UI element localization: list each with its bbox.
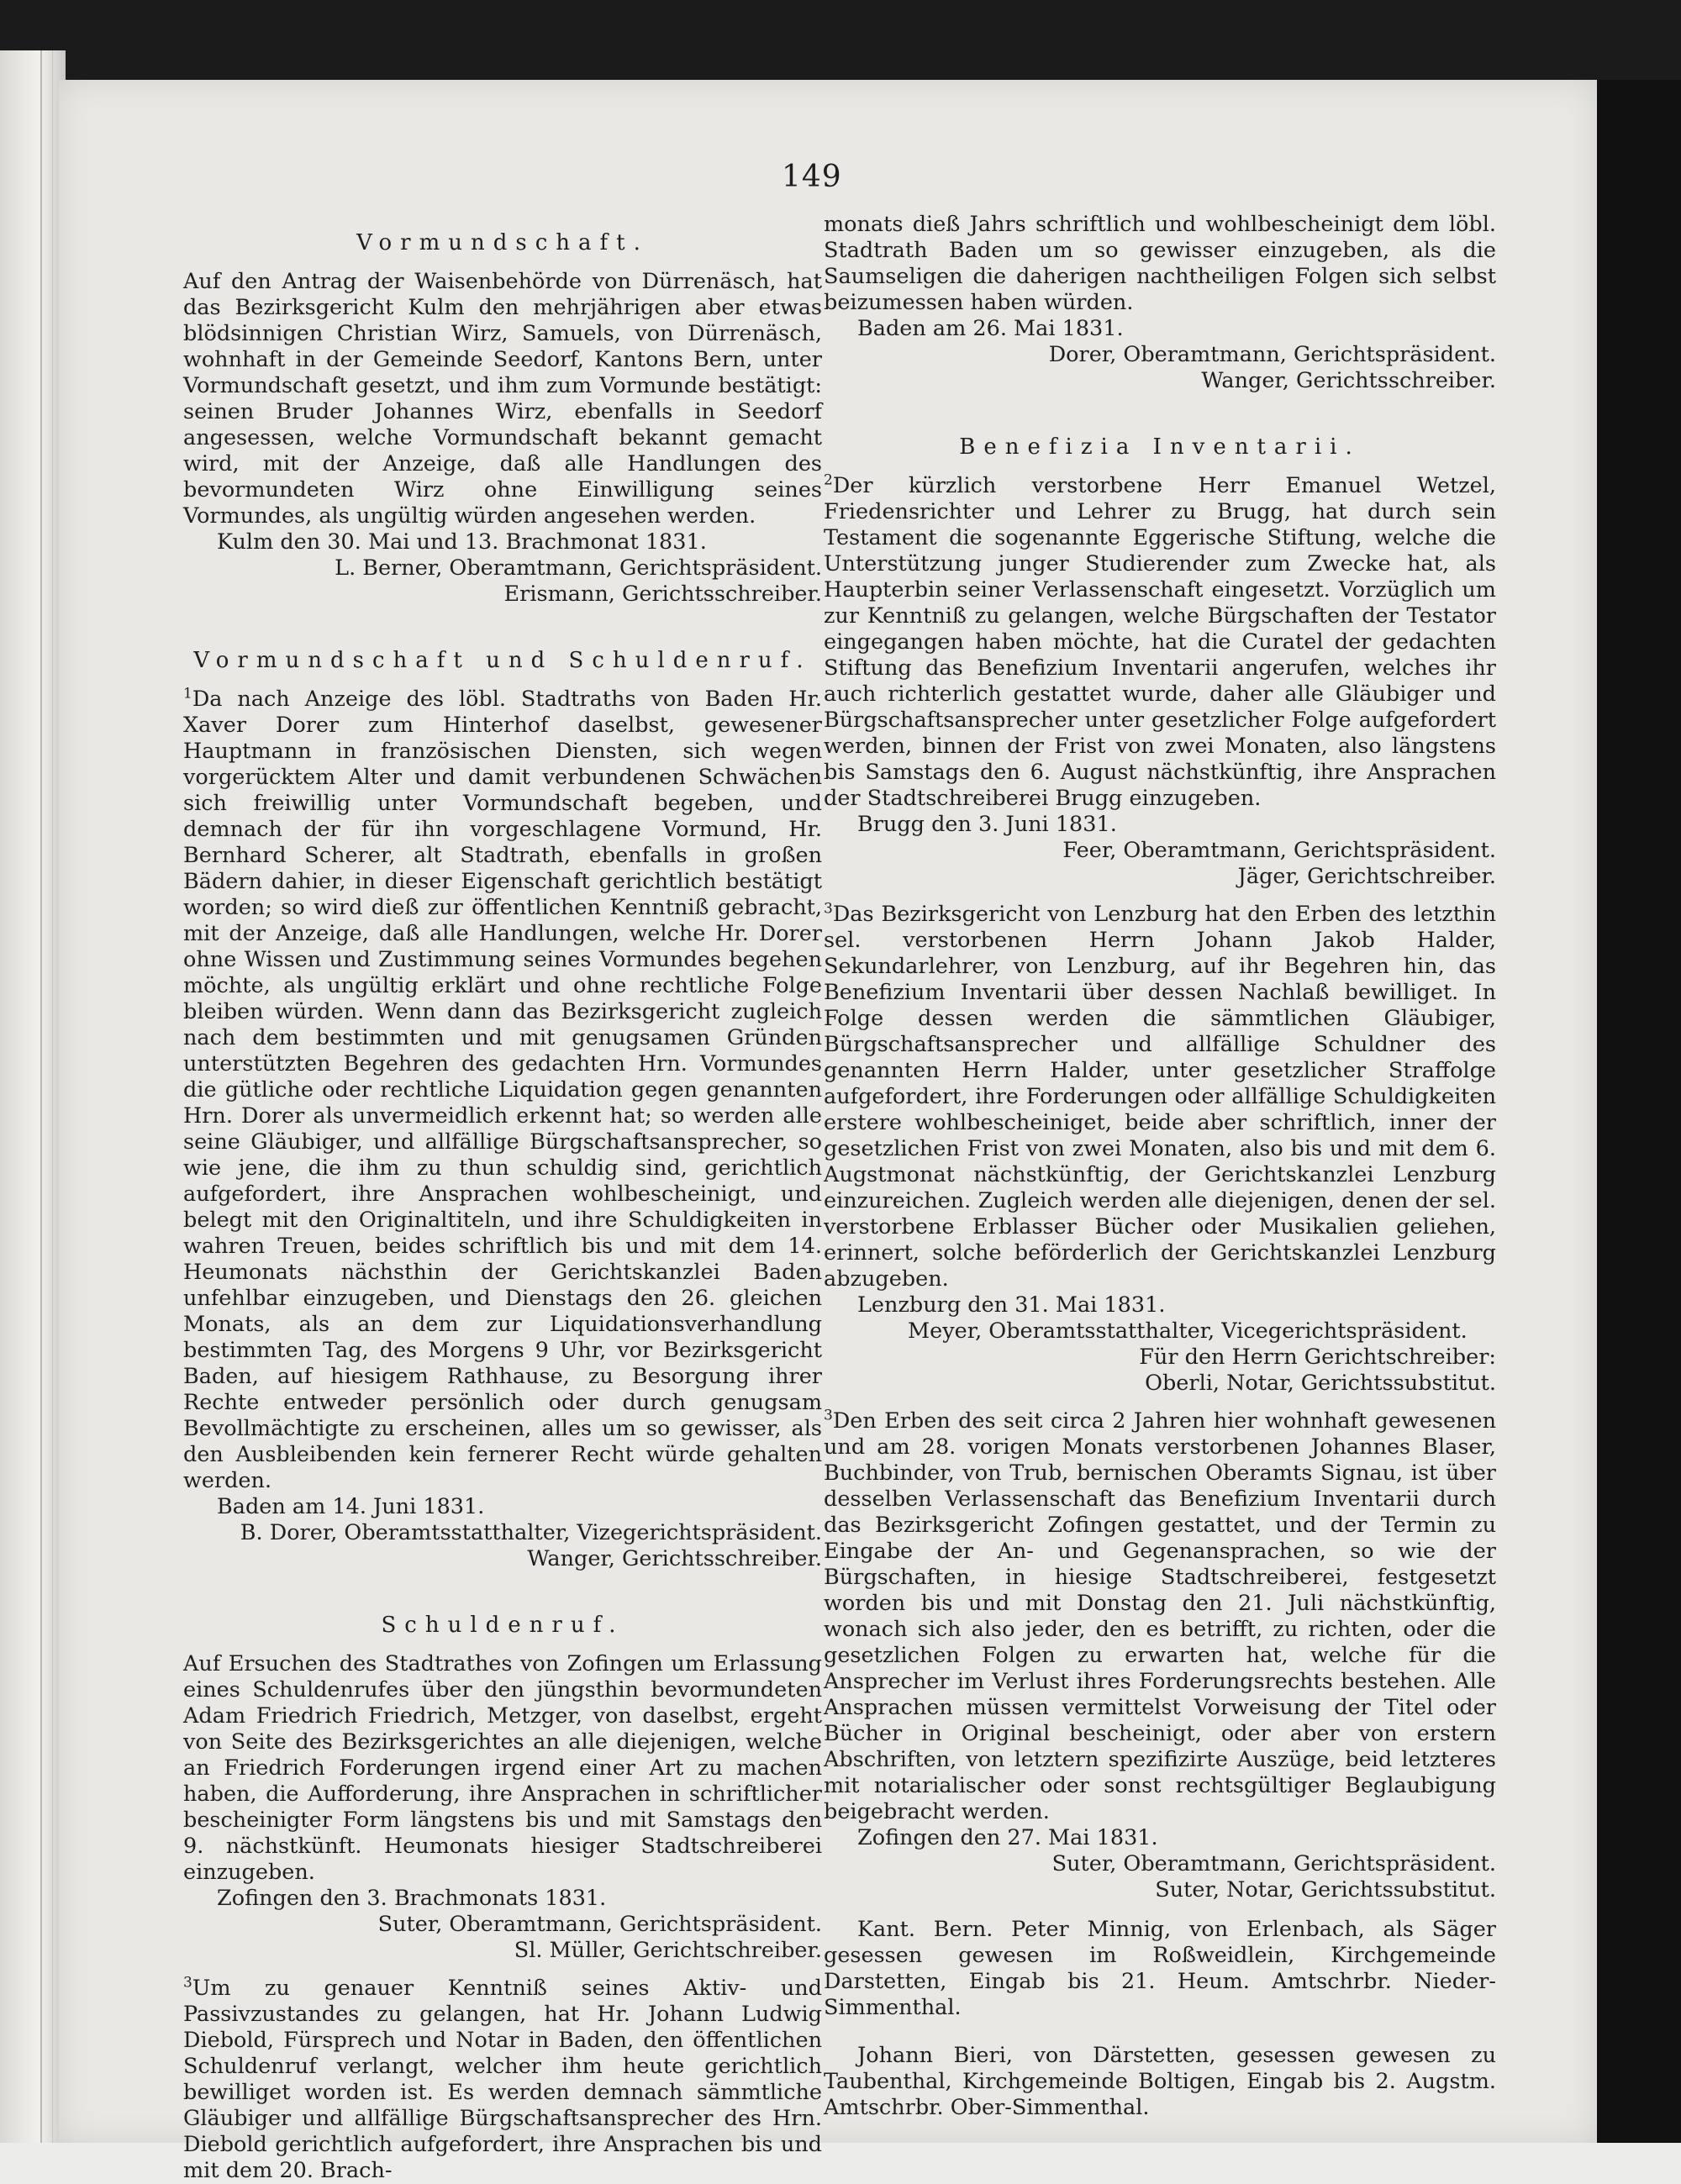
notice-text: Das Bezirksgericht von Lenzburg hat den Erben des letzthin sel. verstorbenen Herrn Johann Jakob Halder, Sekundarlehrer, von Lenzburg, auf ihr Begehren hin, das Benefizium Inventarii über dessen Nachlaß bewilliget. In Folge dessen werden die sämmtlichen Gläubiger, Bürgschaftsansprecher und allfällige Schuldner des genannten Herrn Halder, unter gesetzlicher Straffolge aufgefordert, ihre Forderungen oder allfällige Schuldigkeiten erstere wohlbescheiniget, beide aber schriftlich, inner der gesetzlichen Frist von zwei Monaten, also bis und mit dem 6. Augstmonat nächstkünftig, der Gerichtskanzlei Lenzburg einzureichen. Zugleich werden alle diejenigen, denen der sel. verstorbene Erblasser Bücher oder Musikalien geliehen, erinnert, solche beförderlich der Gerichtskanzlei Lenzburg abzugeben.: [824, 902, 1496, 1292]
signature-line: Suter, Oberamtmann, Gerichtspräsident.: [377, 1912, 822, 1937]
notice-text: Auf den Antrag der Waisenbehörde von Dürrenäsch, hat das Bezirksgericht Kulm den mehrjährigen aber etwas blödsinnigen Christian Wirz, Samuels, von Dürrenäsch, wohnhaft in der Gemeinde Seedorf, Kantons Bern, unter Vormundschaft gesetzt, und ihm zum Vormunde bestätigt: seinen Bruder Johannes Wirz, ebenfalls in Seedorf angesessen, welche Vormundschaft bekannt gemacht wird, mit der Anzeige, daß alle Handlungen des bevormundeten Wirz ohne Einwilligung seines Vormundes, als ungültig würden angesehen werden.: [183, 269, 822, 529]
place-date: Kulm den 30. Mai und 13. Brachmonat 1831.: [217, 529, 707, 555]
right-column: [824, 212, 1496, 2142]
signature-line: Suter, Notar, Gerichtssubstitut.: [1155, 1877, 1496, 1902]
signature-line: Sl. Müller, Gerichtschreiber.: [514, 1938, 822, 1963]
signature-line: Jäger, Gerichtschreiber.: [1237, 864, 1496, 889]
footnote-marker: 3: [183, 1974, 192, 1992]
left-column: [183, 229, 822, 2184]
place-date: Zofingen den 3. Brachmonats 1831.: [217, 1886, 607, 1911]
section-benefizia-inventarii: [824, 433, 1496, 1903]
notice-text: Den Erben des seit circa 2 Jahren hier wohnhaft gewesenen und am 28. vorigen Monats verstorbenen Johannes Blaser, Buchbinder, von Trub, bernischen Oberamts Signau, ist über desselben Verlassenschaft das Benefizium Inventarii durch das Bezirksgericht Zofingen gestattet, und der Termin zu Eingabe der An- und Gegenansprachen, so wie der Bürgschaften, in hiesige Stadtschreiberei, festgesetzt worden bis und mit Donstag den 21. Juli nächstkünftig, wonach sich also jeder, den es betrifft, zu richten, oder die gesetzlichen Folgen zu erwarten hat, welche für die Ansprecher im Verlust ihres Forderungsrechts bestehen. Alle Ansprachen müssen vermittelst Vorweisung der Titel oder Bücher in Original bescheinigt, oder aber von erstern Abschriften, von letztern spezifizirte Auszüge, beid letzteres mit notarialischer oder sonst rechtsgültiger Beglaubigung beigebracht werden.: [824, 1408, 1496, 1824]
section-heading: Vormundschaft und Schuldenruf.: [193, 648, 812, 673]
signature-line: Wanger, Gerichtsschreiber.: [527, 1546, 822, 1571]
section-heading: Schuldenruf.: [381, 1613, 624, 1638]
footnote-marker: 3: [824, 1407, 833, 1424]
notice-entry: [824, 1408, 1496, 1903]
short-notice: Johann Bieri, von Därstetten, gesessen gewesen zu Taubenthal, Kirchgemeinde Boltigen, Eingab bis 2. Augstm. Amtschrbr. Ober-Simmenthal.: [824, 2042, 1496, 2120]
notice-paragraph: [824, 902, 1496, 1292]
notice-entry: [183, 269, 822, 608]
place-date: Baden am 14. Juni 1831.: [217, 1494, 485, 1519]
notice-paragraph: [824, 473, 1496, 812]
section-heading: Benefizia Inventarii.: [959, 434, 1361, 460]
notice-paragraph: [183, 1976, 822, 2184]
notice-entry: [183, 1651, 822, 1964]
signature-line: Erismann, Gerichtsschreiber.: [503, 582, 822, 607]
footnote-marker: 1: [183, 685, 192, 703]
short-notice: Kant. Bern. Peter Minnig, von Erlenbach, als Säger gesessen gewesen im Roßweidlein, Kirchgemeinde Darstetten, Eingab bis 21. Heum. Amtschrbr. Nieder-Simmenthal.: [824, 1917, 1496, 2020]
signature-line: L. Berner, Oberamtmann, Gerichtspräsident.: [335, 555, 822, 581]
section-heading: Vormundschaft.: [356, 230, 649, 255]
continued-notice: [824, 212, 1496, 394]
section-schuldenruf: [183, 1611, 822, 2184]
page-number: 149: [782, 160, 842, 194]
notice-text: monats dieß Jahrs schriftlich und wohlbescheinigt dem löbl. Stadtrath Baden um so gewisser einzugeben, als die Saumseligen die daherigen nachtheiligen Folgen sich selbst beizumessen haben würden.: [824, 212, 1496, 315]
notice-entry: [824, 902, 1496, 1397]
footnote-marker: 2: [824, 471, 833, 489]
signature-line: B. Dorer, Oberamtsstatthalter, Vizegerichtspräsident.: [240, 1520, 822, 1545]
notice-entry: [824, 473, 1496, 890]
signature-line: Für den Herrn Gerichtschreiber:: [1139, 1345, 1496, 1370]
signature-line: Feer, Oberamtmann, Gerichtspräsident.: [1062, 838, 1496, 863]
binding-gutter: [40, 50, 42, 2143]
section-vormundschaft: [183, 229, 822, 608]
place-date: Brugg den 3. Juni 1831.: [857, 812, 1117, 837]
footnote-marker: 3: [824, 900, 833, 918]
section-vormundschaft-und-schuldenruf: [183, 646, 822, 1572]
place-date: Lenzburg den 31. Mai 1831.: [857, 1292, 1166, 1318]
notice-text: Da nach Anzeige des löbl. Stadtraths von Baden Hr. Xaver Dorer zum Hinterhof daselbst, gewesener Hauptmann in französischen Diensten, sich wegen vorgerücktem Alter und damit verbundenen Schwächen sich freiwillig unter Vormundschaft begeben, und demnach der für ihn vorgeschlagene Vormund, Hr. Bernhard Scherer, alt Stadtrath, ebenfalls in großen Bädern dahier, in dieser Eigenschaft gerichtlich bestätigt worden; so wird dieß zur öffentlichen Kenntniß gebracht, mit der Anzeige, daß alle Handlungen, welche Hr. Dorer ohne Wissen und Zustimmung seines Vormundes begehen möchte, als ungültig erklärt und ohne rechtliche Folge bleiben würden. Wenn dann das Bezirksgericht zugleich nach dem bestimmten und mit genugsamen Gründen unterstützten Begehren des gedachten Hrn. Vormundes die gütliche oder rechtliche Liquidation gegen genannten Hrn. Dorer als unvermeidlich erkennt hat; so werden alle seine Gläubiger, und allfällige Bürgschaftsansprecher, so wie jene, die ihm zu thun schuldig sind, gerichtlich aufgefordert, ihre Ansprachen wohlbescheinigt, und belegt mit den Originaltiteln, und ihre Schuldigkeiten in wahren Treuen, beides schriftlich bis und mit dem 14. Heumonats nächsthin der Gerichtskanzlei Baden unfehlbar einzugeben, und Dienstags den 26. gleichen Monats, als an dem zur Liquidationsverhandlung bestimmten Tag, des Morgens 9 Uhr, vor Bezirksgericht Baden, auf hiesigem Rathhause, zu Besorgung ihrer Rechte entweder persönlich oder durch genugsam Bevollmächtigte zu erscheinen, alles um so gewisser, als den Ausbleibenden kein fernerer Recht würde gehalten werden.: [183, 687, 822, 1493]
scan-border-right: [1595, 80, 1681, 2143]
signature-line: Oberli, Notar, Gerichtssubstitut.: [1145, 1371, 1496, 1396]
signature-line: Suter, Oberamtmann, Gerichtspräsident.: [1051, 1851, 1496, 1876]
signature-line: Wanger, Gerichtsschreiber.: [1201, 368, 1496, 393]
notice-text: Der kürzlich verstorbene Herr Emanuel Wetzel, Friedensrichter und Lehrer zu Brugg, hat durch sein Testament die sogenannte Eggerische Stiftung, welche die Unterstützung junger Studierender zum Zwecke hat, als Haupterbin seiner Verlassenschaft eingesetzt. Vorzüglich um zur Kenntniß zu gelangen, welche Bürgschaften der Testator eingegangen haben möchte, hat die Curatel der gedachten Stiftung das Benefizium Inventarii angerufen, welches ihr auch richterlich gestattet wurde, daher alle Gläubiger und Bürgschaftsansprecher unter gesetzlicher Folge aufgefordert werden, binnen der Frist von zwei Monaten, also längstens bis Samstags den 6. August nächstkünftig, ihre Ansprachen der Stadtschreiberei Brugg einzugeben.: [824, 473, 1496, 811]
signature-line: Dorer, Oberamtmann, Gerichtspräsident.: [1048, 342, 1496, 367]
place-date: Zofingen den 27. Mai 1831.: [857, 1825, 1158, 1850]
previous-page-edge: [0, 50, 66, 2143]
notice-text: Um zu genauer Kenntniß seines Aktiv- und Passivzustandes zu gelangen, hat Hr. Johann Ludwig Diebold, Fürsprech und Notar in Baden, den öffentlichen Schuldenruf verlangt, welcher ihm heute gerichtlich bewilliget worden ist. Es werden demnach sämmtliche Gläubiger und allfällige Bürgschaftsansprecher des Hrn. Diebold gerichtlich aufgefordert, ihre Ansprachen bis und mit dem 20. Brach-: [183, 1976, 822, 2183]
signature-line: Meyer, Oberamtsstatthalter, Vicegerichtspräsident.: [908, 1318, 1468, 1344]
notice-entry: [183, 687, 822, 1572]
notice-paragraph: [824, 1408, 1496, 1825]
notice-text: Auf Ersuchen des Stadtrathes von Zofingen um Erlassung eines Schuldenrufes über den jüngsthin bevormundeten Adam Friedrich Friedrich, Metzger, von daselbst, ergeht von Seite des Bezirksgerichtes an alle diejenigen, welche an Friedrich Forderungen irgend einer Art zu machen haben, die Aufforderung, ihre Ansprachen in schriftlicher bescheinigter Form längstens bis und mit Samstags den 9. nächstkünft. Heumonats hiesiger Stadtschreiberei einzugeben.: [183, 1651, 822, 1885]
binding-gutter-inner: [52, 50, 53, 2143]
place-date: Baden am 26. Mai 1831.: [857, 316, 1124, 341]
notice-entry: [183, 1976, 822, 2184]
notice-paragraph: [183, 687, 822, 1494]
